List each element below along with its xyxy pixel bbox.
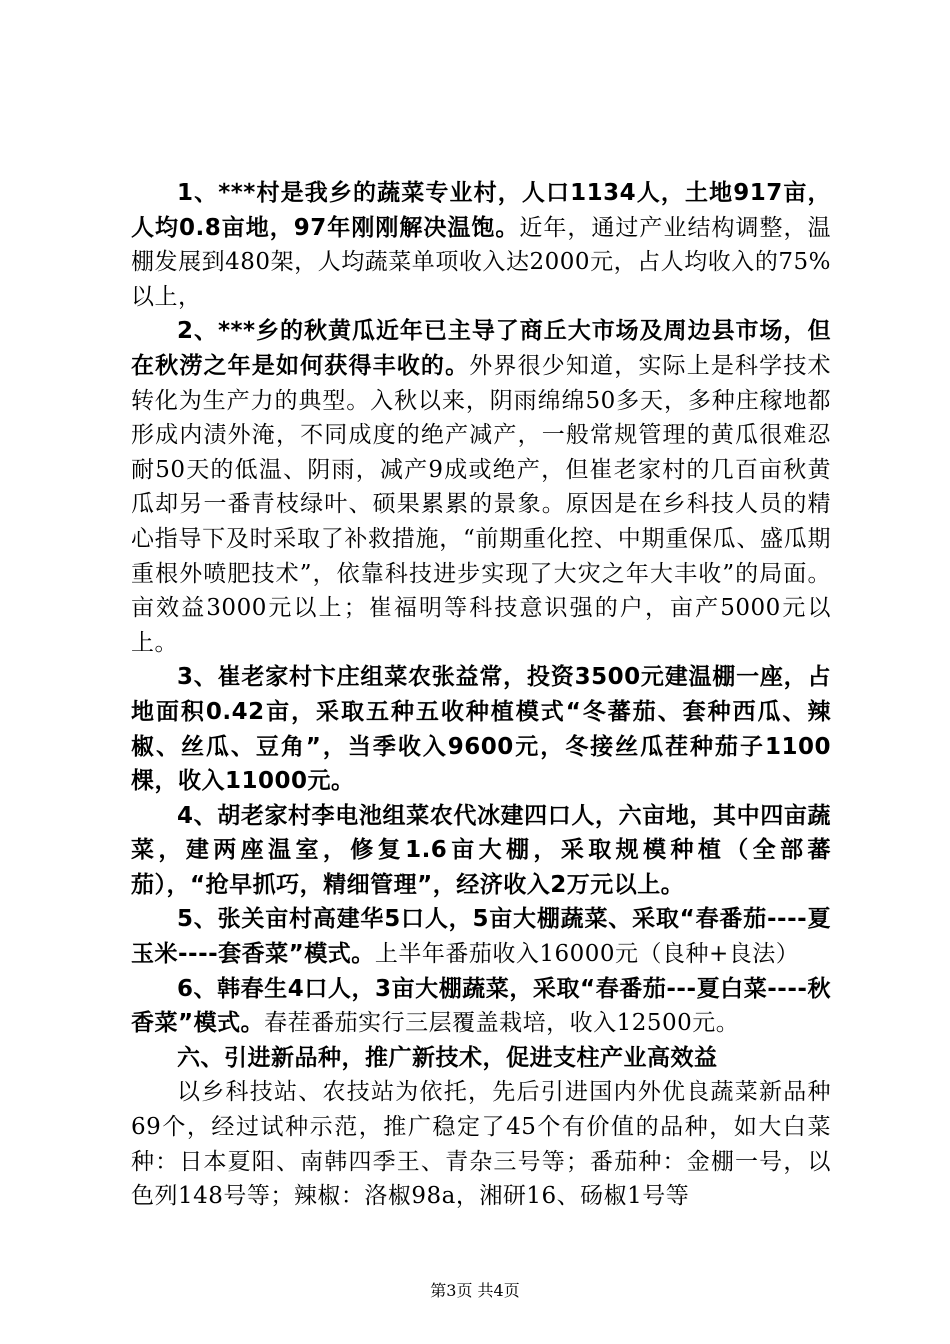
paragraph-3 — [131, 660, 831, 798]
paragraph-lead: 6、韩春生4口人，3亩大棚蔬菜，采取“春番茄---夏白菜----秋香菜”模式。 — [131, 975, 831, 1037]
section-heading-text: 六、引进新品种，推广新技术，促进支柱产业高效益 — [177, 1044, 718, 1071]
paragraph-body: 春茬番茄实行三层覆盖栽培，收入12500元。 — [264, 1010, 740, 1037]
page-footer: 第3页 共4页 — [430, 1281, 520, 1300]
paragraph-body: 近年，通过产业结构调整，温棚发展到480架，人均蔬菜单项收入达2000元，占人均收入的75%以上， — [131, 214, 831, 310]
paragraph-lead: 4、胡老家村李电池组菜农代冰建四口人，六亩地，其中四亩蔬菜，建两座温室，修复1.6亩大棚，采取规模种植（全部蕃茄），“抢早抓巧，精细管理”，经济收入2万元以上。 — [131, 802, 831, 898]
paragraph-lead: 2、***乡的秋黄瓜近年已主导了商丘大市场及周边县市场，但在秋涝之年是如何获得丰收的。 — [131, 318, 831, 379]
paragraph-lead: 5、张关亩村高建华5口人，5亩大棚蔬菜、采取“春番茄----夏玉米----套香菜”模式。 — [131, 906, 831, 968]
section-heading — [131, 1041, 831, 1076]
paragraph-2 — [131, 314, 831, 660]
paragraph-6 — [131, 972, 831, 1041]
paragraph-lead: 3、崔老家村卞庄组菜农张益常，投资3500元建温棚一座，占地面积0.42亩，采取五种五收种植模式“冬蕃茄、套种西瓜、辣椒、丝瓜、豆角”，当季收入9600元，冬接丝瓜茬种茄子1100棵，收入11000元。 — [131, 664, 831, 795]
paragraph-4 — [131, 799, 831, 903]
paragraph-body: 以乡科技站、农技站为依托，先后引进国内外优良蔬菜新品种69个，经过试种示范，推广稳定了45个有价值的品种，如大白菜种：日本夏阳、南韩四季王、青杂三号等；番茄种：金棚一号，以色列148号等；辣椒：洛椒98a，湘研16、砀椒1号等 — [131, 1079, 831, 1210]
paragraph-lead: 1、***村是我乡的蔬菜专业村，人口1134人，土地917亩，人均0.8亩地，97年刚刚解决温饱。 — [131, 180, 831, 241]
paragraph-body: 上半年番茄收入16000元（良种+良法） — [374, 941, 800, 968]
paragraph-body: 外界很少知道，实际上是科学技术转化为生产力的典型。入秋以来，阴雨绵绵50多天，多种庄稼地都形成内渍外淹，不同成度的绝产减产，一般常规管理的黄瓜很难忍耐50天的低温、阴雨，减产9成或绝产，但崔老家村的几百亩秋黄瓜却另一番青枝绿叶、硕果累累的景象。原因是在乡科技人员的精心指导下及时采取了补救措施，“前期重化控、中期重保瓜、盛瓜期重根外喷肥技术”，依靠科技进步实现了大灾之年大丰收”的局面。亩效益3000元以上；崔福明等科技意识强的户，亩产5000元以上。 — [131, 352, 832, 656]
paragraph-5 — [131, 902, 831, 971]
paragraph-1 — [131, 176, 831, 314]
document-body — [131, 176, 831, 1214]
paragraph-7 — [131, 1075, 831, 1213]
